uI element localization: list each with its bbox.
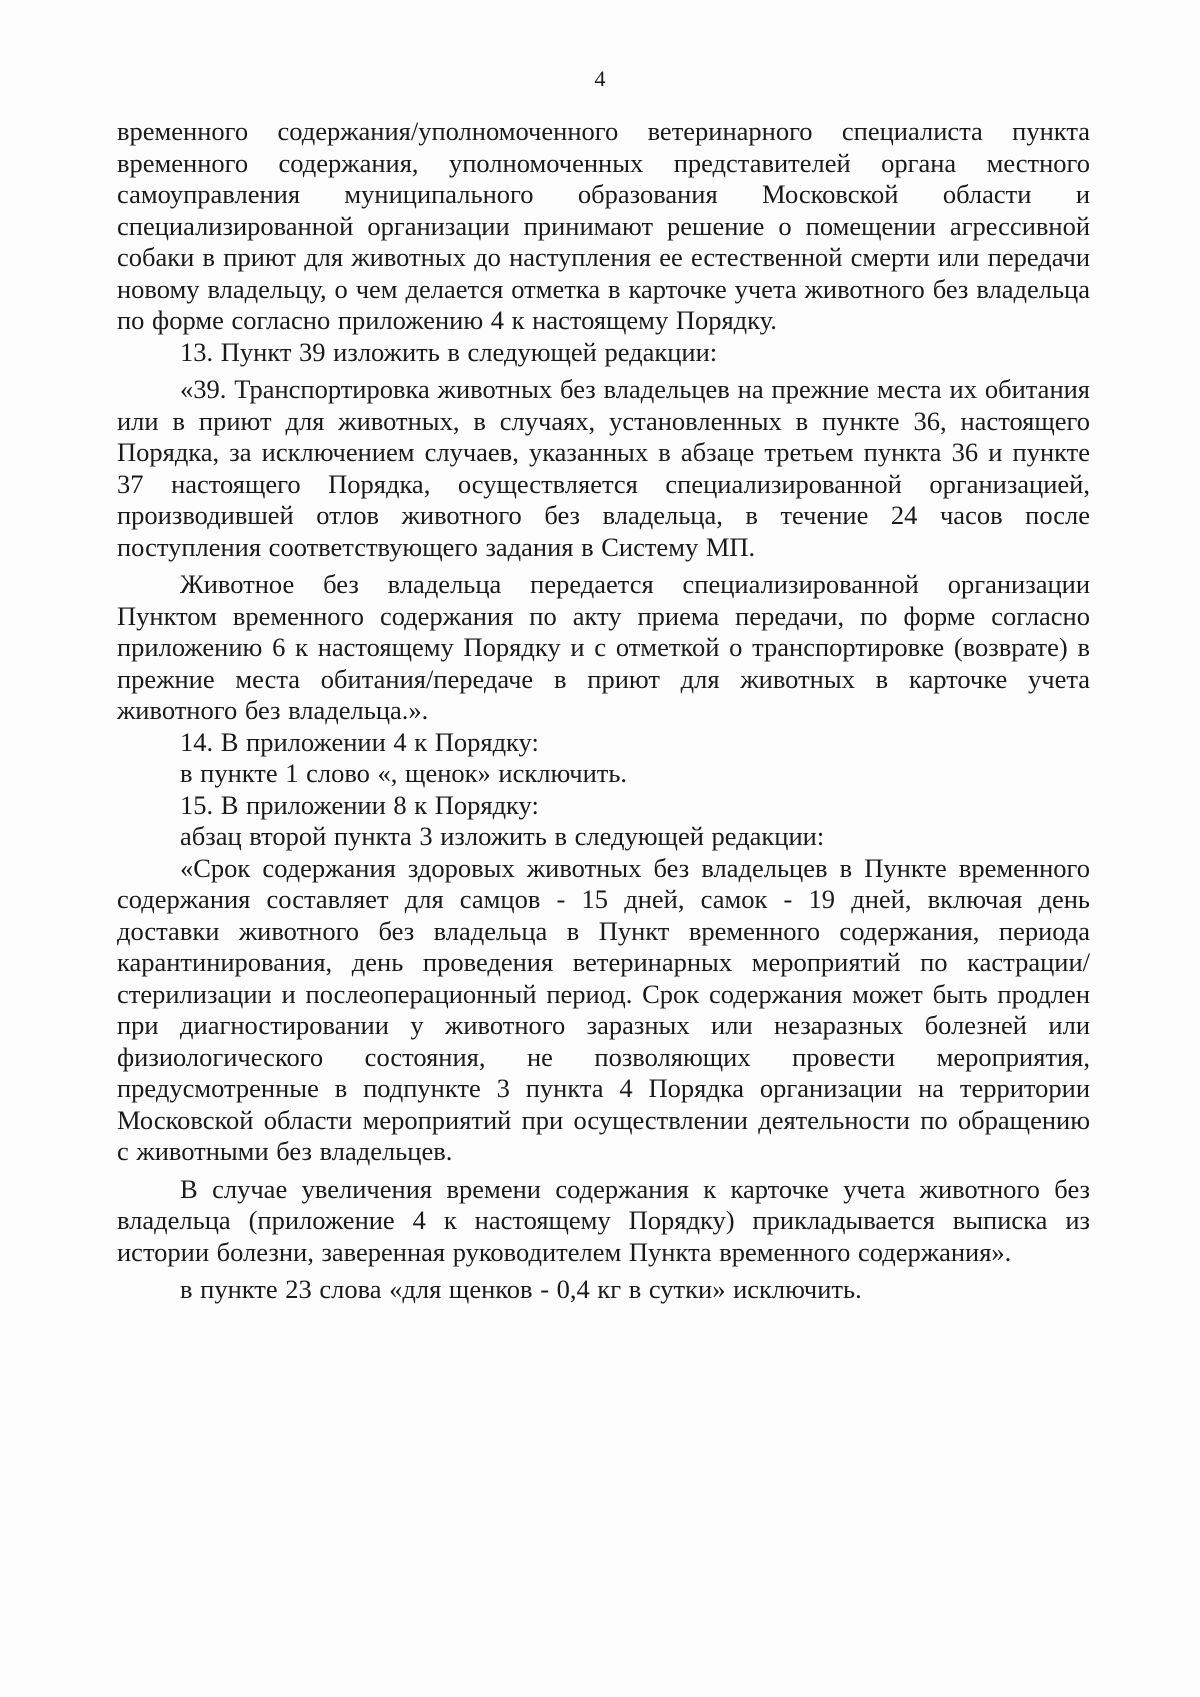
paragraph-point-23: в пункте 23 слова «для щенков - 0,4 кг в сутки» исключить. xyxy=(180,1274,862,1304)
page-number: 4 xyxy=(594,66,606,91)
paragraph-item-13: 13. Пункт 39 изложить в следующей редакции: xyxy=(180,336,718,367)
paragraph-transfer: Животное без владельца передается специализированной организации Пунктом временного содержания по акту приема передачи, по форме согласно приложению 6 к настоящему Порядку и с отметкой о транспортировке (возврате) в прежние места обитания/передаче в приют для животных в карточке учета животного без владельца.». xyxy=(117,569,1090,725)
paragraph-continuation: временного содержания/уполномоченного ветеринарного специалиста пункта временного содержания, уполномоченных представителей органа местного самоуправления муниципального образования Московской области и специализированной организации принимают решение о помещении агрессивной собаки в приют для животных до наступления ее естественной смерти или передачи новому владельцу, о чем делается отметка в карточке учета животного без владельца по форме согласно приложению 4 к настоящему Порядку. xyxy=(117,116,1090,335)
document-body xyxy=(117,116,1090,1306)
paragraph-retention-term: «Срок содержания здоровых животных без владельцев в Пункте временного содержания составляет для самцов - 15 дней, самок - 19 дней, включая день доставки животного без владельца в Пункт временного содержания, периода карантинирования, день проведения ветеринарных мероприятий по кастрации/стерилизации и послеоперационный период. Срок содержания может быть продлен при диагностировании у животного заразных или незаразных болезней или физиологического состояния, не позволяющих провести мероприятия, предусмотренные в подпункте 3 пункта 4 Порядка организации на территории Московской области мероприятий при осуществлении деятельности по обращению с животными без владельцев. xyxy=(117,852,1090,1166)
paragraph-point-39: «39. Транспортировка животных без владельцев на прежние места их обитания или в приют для животных, в случаях, установленных в пункте 36, настоящего Порядка, за исключением случаев, указанных в абзаце третьем пункта 36 и пункте 37 настоящего Порядка, осуществляется специализированной организацией, производившей отлов животного без владельца, в течение 24 часов после поступления соответствующего задания в Систему МП. xyxy=(117,374,1090,562)
paragraph-item-14: 14. В приложении 4 к Порядку: xyxy=(180,726,539,757)
paragraph-item-15-text: абзац второй пункта 3 изложить в следующей редакции: xyxy=(180,821,825,851)
paragraph-item-15: 15. В приложении 8 к Порядку: xyxy=(180,789,539,820)
paragraph-item-14-text: в пункте 1 слово «, щенок» исключить. xyxy=(180,758,628,788)
paragraph-extension: В случае увеличения времени содержания к карточке учета животного без владельца (приложение 4 к настоящему Порядку) прикладывается выписка из истории болезни, заверенная руководителем Пункта временного содержания». xyxy=(117,1173,1090,1267)
